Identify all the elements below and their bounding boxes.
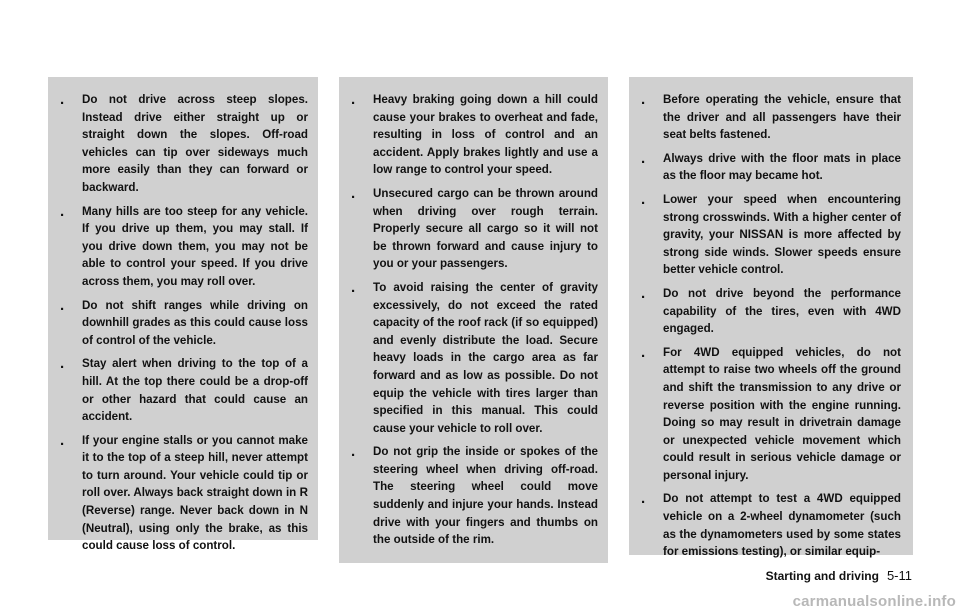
list-item [639,490,901,560]
bullet-icon: . [60,355,65,373]
list-item [58,91,308,197]
bullet-list [349,91,598,555]
bullet-icon: . [60,202,65,220]
bullet-icon: . [641,343,646,361]
list-item [349,279,598,437]
bullet-icon: . [60,296,65,314]
bullet-icon: . [641,91,646,108]
bullet-icon: . [351,278,356,296]
page-number: 5-11 [886,568,912,583]
bullet-icon: . [351,184,356,202]
list-item [349,91,598,179]
bullet-text: Always drive with the floor mats in place as the floor may became hot. [663,151,901,183]
bullet-text: If your engine stalls or you cannot make it to the top of a steep hill, never attempt to turn around. Your vehicle could tip or roll over. Always back straight down in R (Reverse) range. Never back down in N (Neutral), using only the brake, as this could cause loss of control. [82,433,308,553]
bullet-text: Unsecured cargo can be thrown around when driving over rough terrain. Properly secure all cargo so it will not be thrown forward and cause injury to you or your passengers. [373,186,598,271]
bullet-icon: . [351,443,356,461]
watermark: carmanualsonline.info [792,593,956,610]
list-item [58,432,308,555]
warning-column-3 [629,77,913,559]
bullet-text: Lower your speed when encountering strong crosswinds. With a higher center of gravity, your NISSAN is more affected by strong side winds. Slower speeds ensure better vehicle control. [663,192,901,277]
bullet-text: To avoid raising the center of gravity excessively, do not exceed the rated capacity of the roof rack (if so equipped) and evenly distribute the load. Secure heavy loads in the cargo area as far forward and as low as possible. Do not equip the vehicle with tires larger than specified in this manual. This could cause your vehicle to roll over. [373,280,598,435]
list-item [639,344,901,485]
warning-column-1 [48,77,318,553]
bullet-text: Do not drive beyond the performance capability of the tires, even with 4WD engaged. [663,286,901,336]
bullet-icon: . [641,490,646,508]
list-item [58,355,308,425]
section-title: Starting and driving [765,569,879,583]
page-footer [540,568,912,584]
bullet-text: Do not attempt to test a 4WD equipped vehicle on a 2-wheel dynamometer (such as the dynamometers used by some states for emissions testing), or similar equip- [663,492,901,559]
bullet-text: Stay alert when driving to the top of a hill. At the top there could be a drop-off or other hazard that could cause an accident. [82,357,308,424]
bullet-icon: . [60,431,65,449]
bullet-icon: . [60,91,65,108]
list-item [639,91,901,144]
bullet-text: Many hills are too steep for any vehicle. If you drive up them, you may stall. If you drive down them, you may not be able to control your speed. If you drive across them, you may roll over. [82,204,308,288]
bullet-text: Heavy braking going down a hill could cause your brakes to overheat and fade, resulting in loss of control and an accident. Apply brakes lightly and use a low range to control your speed. [373,93,598,177]
list-item [58,297,308,350]
bullet-list [58,91,308,561]
bullet-text: Do not shift ranges while driving on downhill grades as this could cause loss of control of the vehicle. [82,298,308,347]
list-item [349,185,598,273]
list-item [58,203,308,291]
list-item [349,443,598,549]
bullet-icon: . [641,284,646,302]
warning-column-2 [339,77,608,563]
bullet-text: For 4WD equipped vehicles, do not attempt to raise two wheels off the ground and shift the transmission to any drive or reverse position with the engine running. Doing so may result in drivetrain damage or unexpected vehicle movement which could result in serious vehicle damage or personal injury. [663,345,901,482]
list-item [639,150,901,185]
bullet-icon: . [641,190,646,208]
bullet-icon: . [351,91,356,108]
list-item [639,285,901,338]
bullet-text: Do not grip the inside or spokes of the steering wheel when driving off-road. The steering wheel could move suddenly and injure your hands. Instead drive with your fingers and thumbs on the outside of the rim. [373,445,598,547]
bullet-text: Before operating the vehicle, ensure that the driver and all passengers have their seat belts fastened. [663,93,901,142]
bullet-text: Do not drive across steep slopes. Instead drive either straight up or straight down the slopes. Off-road vehicles can tip over sideways much more easily than they can forward or backward. [82,93,308,194]
list-item [639,191,901,279]
bullet-list [639,91,901,567]
bullet-icon: . [641,149,646,167]
